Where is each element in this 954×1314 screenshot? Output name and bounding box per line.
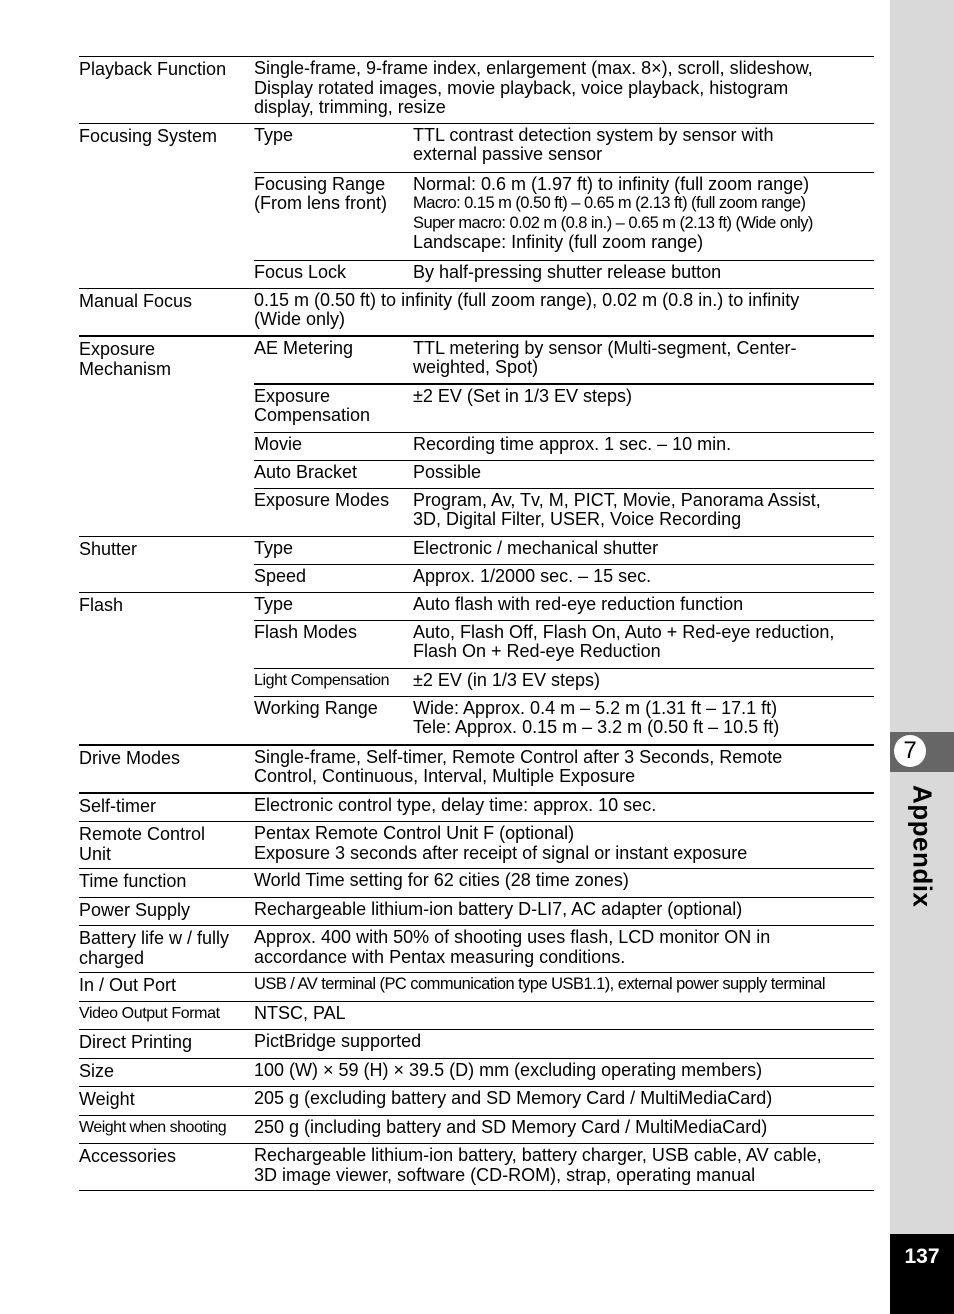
spec-text: Rechargeable lithium-ion battery D-LI7, AC adapter (optional) <box>254 898 743 919</box>
spec-text: Electronic control type, delay time: approx. 10 sec. <box>254 794 657 815</box>
spec-row <box>79 926 874 973</box>
spec-subrow <box>254 172 874 260</box>
spec-text: Super macro: 0.02 m (0.8 in.) – 0.65 m (2.13 ft) (Wide only) <box>413 213 813 232</box>
spec-label: Size <box>79 1060 115 1081</box>
spec-label: Weight <box>79 1089 135 1109</box>
spec-sublabel: Working Range <box>254 697 378 718</box>
spec-subrow <box>254 668 874 696</box>
spec-subrow <box>254 696 874 744</box>
spec-row <box>79 869 874 898</box>
spec-label: Weight when shooting <box>79 1118 227 1136</box>
spec-text: World Time setting for 62 cities (28 time zones) <box>254 870 629 890</box>
spec-sublabel: Speed <box>254 565 307 586</box>
spec-sublabel: AE Metering <box>254 337 354 358</box>
spec-text: accordance with Pentax measuring conditions. <box>254 946 626 967</box>
spec-label: Power Supply <box>79 899 191 920</box>
spec-text: Wide: Approx. 0.4 m – 5.2 m (1.31 ft – 17.1 ft) <box>413 697 778 718</box>
spec-text: 3D image viewer, software (CD-ROM), strap, operating manual <box>254 1164 756 1185</box>
spec-sublabel: Type <box>254 124 294 145</box>
spec-subvalue <box>413 699 874 738</box>
spec-text: ±2 EV (in 1/3 EV steps) <box>413 669 600 690</box>
spec-text: Macro: 0.15 m (0.50 ft) – 0.65 m (2.13 ft) (full zoom range) <box>413 194 806 212</box>
spec-text: Landscape: Infinity (full zoom range) <box>413 232 704 252</box>
spec-text: Auto flash with red-eye reduction function <box>413 593 744 614</box>
chapter-number: 7 <box>894 735 926 767</box>
spec-label: Playback Function <box>79 59 227 79</box>
spec-label: Video Output Format <box>79 1004 220 1022</box>
spec-subrow <box>254 337 874 383</box>
spec-label: Focusing System <box>79 125 218 146</box>
spec-subvalue <box>413 623 874 662</box>
spec-text: Control, Continuous, Interval, Multiple Exposure <box>254 766 636 786</box>
spec-label: Flash <box>79 594 124 615</box>
spec-sublabel: Focus Lock <box>254 261 347 282</box>
page-number: 137 <box>890 1234 954 1314</box>
spec-subvalue <box>413 435 874 455</box>
spec-row <box>79 746 874 794</box>
spec-label: Self-timer <box>79 795 157 816</box>
spec-subrow <box>254 124 874 172</box>
spec-text: 3D, Digital Filter, USER, Voice Recording <box>413 509 742 529</box>
spec-row <box>79 1087 874 1116</box>
chapter-title-text: Appendix <box>907 785 938 908</box>
spec-subgroup <box>254 537 874 592</box>
chapter-sidebar <box>890 0 954 1314</box>
spec-label: Drive Modes <box>79 747 181 768</box>
spec-sublabel: Movie <box>254 433 303 454</box>
spec-value <box>254 57 874 123</box>
spec-text: 0.15 m (0.50 ft) to infinity (full zoom range), 0.02 m (0.8 in.) to infinity <box>254 289 800 310</box>
spec-value <box>254 1116 874 1144</box>
spec-text: TTL contrast detection system by sensor with <box>413 124 774 145</box>
spec-label: Time function <box>79 871 187 891</box>
spec-value <box>254 794 874 822</box>
spec-subrow <box>254 383 874 432</box>
spec-row <box>79 1002 874 1031</box>
spec-text: Exposure 3 seconds after receipt of signal or instant exposure <box>254 842 748 863</box>
spec-label: Remote Control Unit <box>79 824 206 864</box>
spec-sublabel: Focusing Range (From lens front) <box>254 173 388 213</box>
spec-text: PictBridge supported <box>254 1031 422 1051</box>
spec-sublabel: Auto Bracket <box>254 461 358 482</box>
spec-label: In / Out Port <box>79 975 177 995</box>
spec-subvalue <box>413 539 874 559</box>
spec-text: Approx. 1/2000 sec. – 15 sec. <box>413 565 652 586</box>
spec-value <box>254 973 874 1001</box>
spec-row <box>79 124 874 289</box>
spec-subgroup <box>254 593 874 744</box>
spec-value <box>254 1059 874 1087</box>
spec-subvalue <box>413 387 874 407</box>
spec-text: Approx. 400 with 50% of shooting uses flash, LCD monitor ON in <box>254 927 771 947</box>
spec-row <box>79 794 874 823</box>
spec-value <box>254 898 874 926</box>
spec-value <box>254 822 874 868</box>
spec-text: (Wide only) <box>254 309 346 329</box>
spec-text: By half-pressing shutter release button <box>413 261 722 282</box>
spec-sublabel: Type <box>254 593 294 614</box>
spec-sublabel: Type <box>254 537 294 558</box>
spec-value <box>254 746 874 792</box>
spec-subvalue <box>413 491 874 530</box>
spec-value <box>254 289 874 335</box>
spec-subrow <box>254 620 874 668</box>
spec-subrow <box>254 488 874 536</box>
spec-text: Normal: 0.6 m (1.97 ft) to infinity (full zoom range) <box>413 173 810 194</box>
spec-subrow <box>254 460 874 488</box>
spec-text: weighted, Spot) <box>413 357 539 377</box>
spec-row <box>79 822 874 869</box>
spec-label: Shutter <box>79 538 138 559</box>
spec-text: Pentax Remote Control Unit F (optional) <box>254 823 575 843</box>
spec-text: Flash On + Red-eye Reduction <box>413 641 661 661</box>
spec-text: external passive sensor <box>413 144 603 164</box>
spec-subrow <box>254 593 874 620</box>
spec-text: Tele: Approx. 0.15 m – 3.2 m (0.50 ft – 10.5 ft) <box>413 717 780 737</box>
spec-text: Auto, Flash Off, Flash On, Auto + Red-eye reduction, <box>413 621 835 642</box>
spec-text: Single-frame, 9-frame index, enlargement (max. 8×), scroll, slideshow, <box>254 58 813 78</box>
spec-row <box>79 973 874 1002</box>
spec-text: Display rotated images, movie playback, voice playback, histogram <box>254 77 789 98</box>
spec-sublabel: Exposure Modes <box>254 489 390 510</box>
spec-value <box>254 1002 874 1030</box>
spec-value <box>254 1030 874 1058</box>
spec-subgroup <box>254 124 874 288</box>
spec-subvalue <box>413 263 874 283</box>
spec-text: TTL metering by sensor (Multi-segment, Center- <box>413 337 797 358</box>
spec-subvalue <box>413 126 874 165</box>
spec-sublabel: Light Compensation <box>254 671 390 689</box>
spec-value <box>254 1087 874 1115</box>
spec-text: display, trimming, resize <box>254 97 446 117</box>
spec-text: 100 (W) × 59 (H) × 39.5 (D) mm (excluding operating members) <box>254 1059 763 1080</box>
spec-subvalue <box>413 671 874 691</box>
spec-row <box>79 1059 874 1088</box>
spec-value <box>254 926 874 972</box>
spec-text: Recording time approx. 1 sec. – 10 min. <box>413 433 732 454</box>
spec-row <box>79 1144 874 1191</box>
spec-subrow <box>254 260 874 288</box>
spec-subrow <box>254 537 874 564</box>
spec-label: Battery life w / fully charged <box>79 928 230 968</box>
spec-subgroup <box>254 337 874 536</box>
spec-table <box>79 56 874 1191</box>
spec-label: Direct Printing <box>79 1032 193 1052</box>
spec-text: 250 g (including battery and SD Memory Card / MultiMediaCard) <box>254 1116 768 1137</box>
spec-subvalue <box>413 463 874 483</box>
spec-subvalue <box>413 339 874 378</box>
spec-text: Possible <box>413 461 482 482</box>
spec-sublabel: Exposure Compensation <box>254 385 371 425</box>
spec-row <box>79 1030 874 1059</box>
spec-value <box>254 1144 874 1190</box>
spec-text: 205 g (excluding battery and SD Memory Card / MultiMediaCard) <box>254 1088 773 1108</box>
spec-subvalue <box>413 595 874 615</box>
spec-text: Electronic / mechanical shutter <box>413 537 659 558</box>
spec-text: ±2 EV (Set in 1/3 EV steps) <box>413 385 632 406</box>
spec-label: Accessories <box>79 1146 177 1166</box>
spec-subrow <box>254 432 874 460</box>
spec-subvalue <box>413 175 874 253</box>
spec-text: USB / AV terminal (PC communication type USB1.1), external power supply terminal <box>254 975 826 993</box>
spec-row <box>79 57 874 124</box>
spec-text: Program, Av, Tv, M, PICT, Movie, Panorama Assist, <box>413 489 821 510</box>
spec-text: Rechargeable lithium-ion battery, battery charger, USB cable, AV cable, <box>254 1145 822 1165</box>
spec-sublabel: Flash Modes <box>254 621 358 642</box>
spec-row <box>79 898 874 927</box>
spec-row <box>79 593 874 746</box>
spec-subrow <box>254 564 874 592</box>
chapter-title <box>890 785 954 915</box>
spec-row <box>79 1116 874 1145</box>
spec-label: Exposure Mechanism <box>79 338 172 379</box>
spec-subvalue <box>413 567 874 587</box>
spec-text: Single-frame, Self-timer, Remote Control after 3 Seconds, Remote <box>254 746 783 767</box>
spec-value <box>254 869 874 897</box>
spec-row <box>79 289 874 337</box>
spec-label: Manual Focus <box>79 290 193 311</box>
spec-row <box>79 337 874 537</box>
spec-row <box>79 537 874 593</box>
spec-text: NTSC, PAL <box>254 1002 346 1023</box>
